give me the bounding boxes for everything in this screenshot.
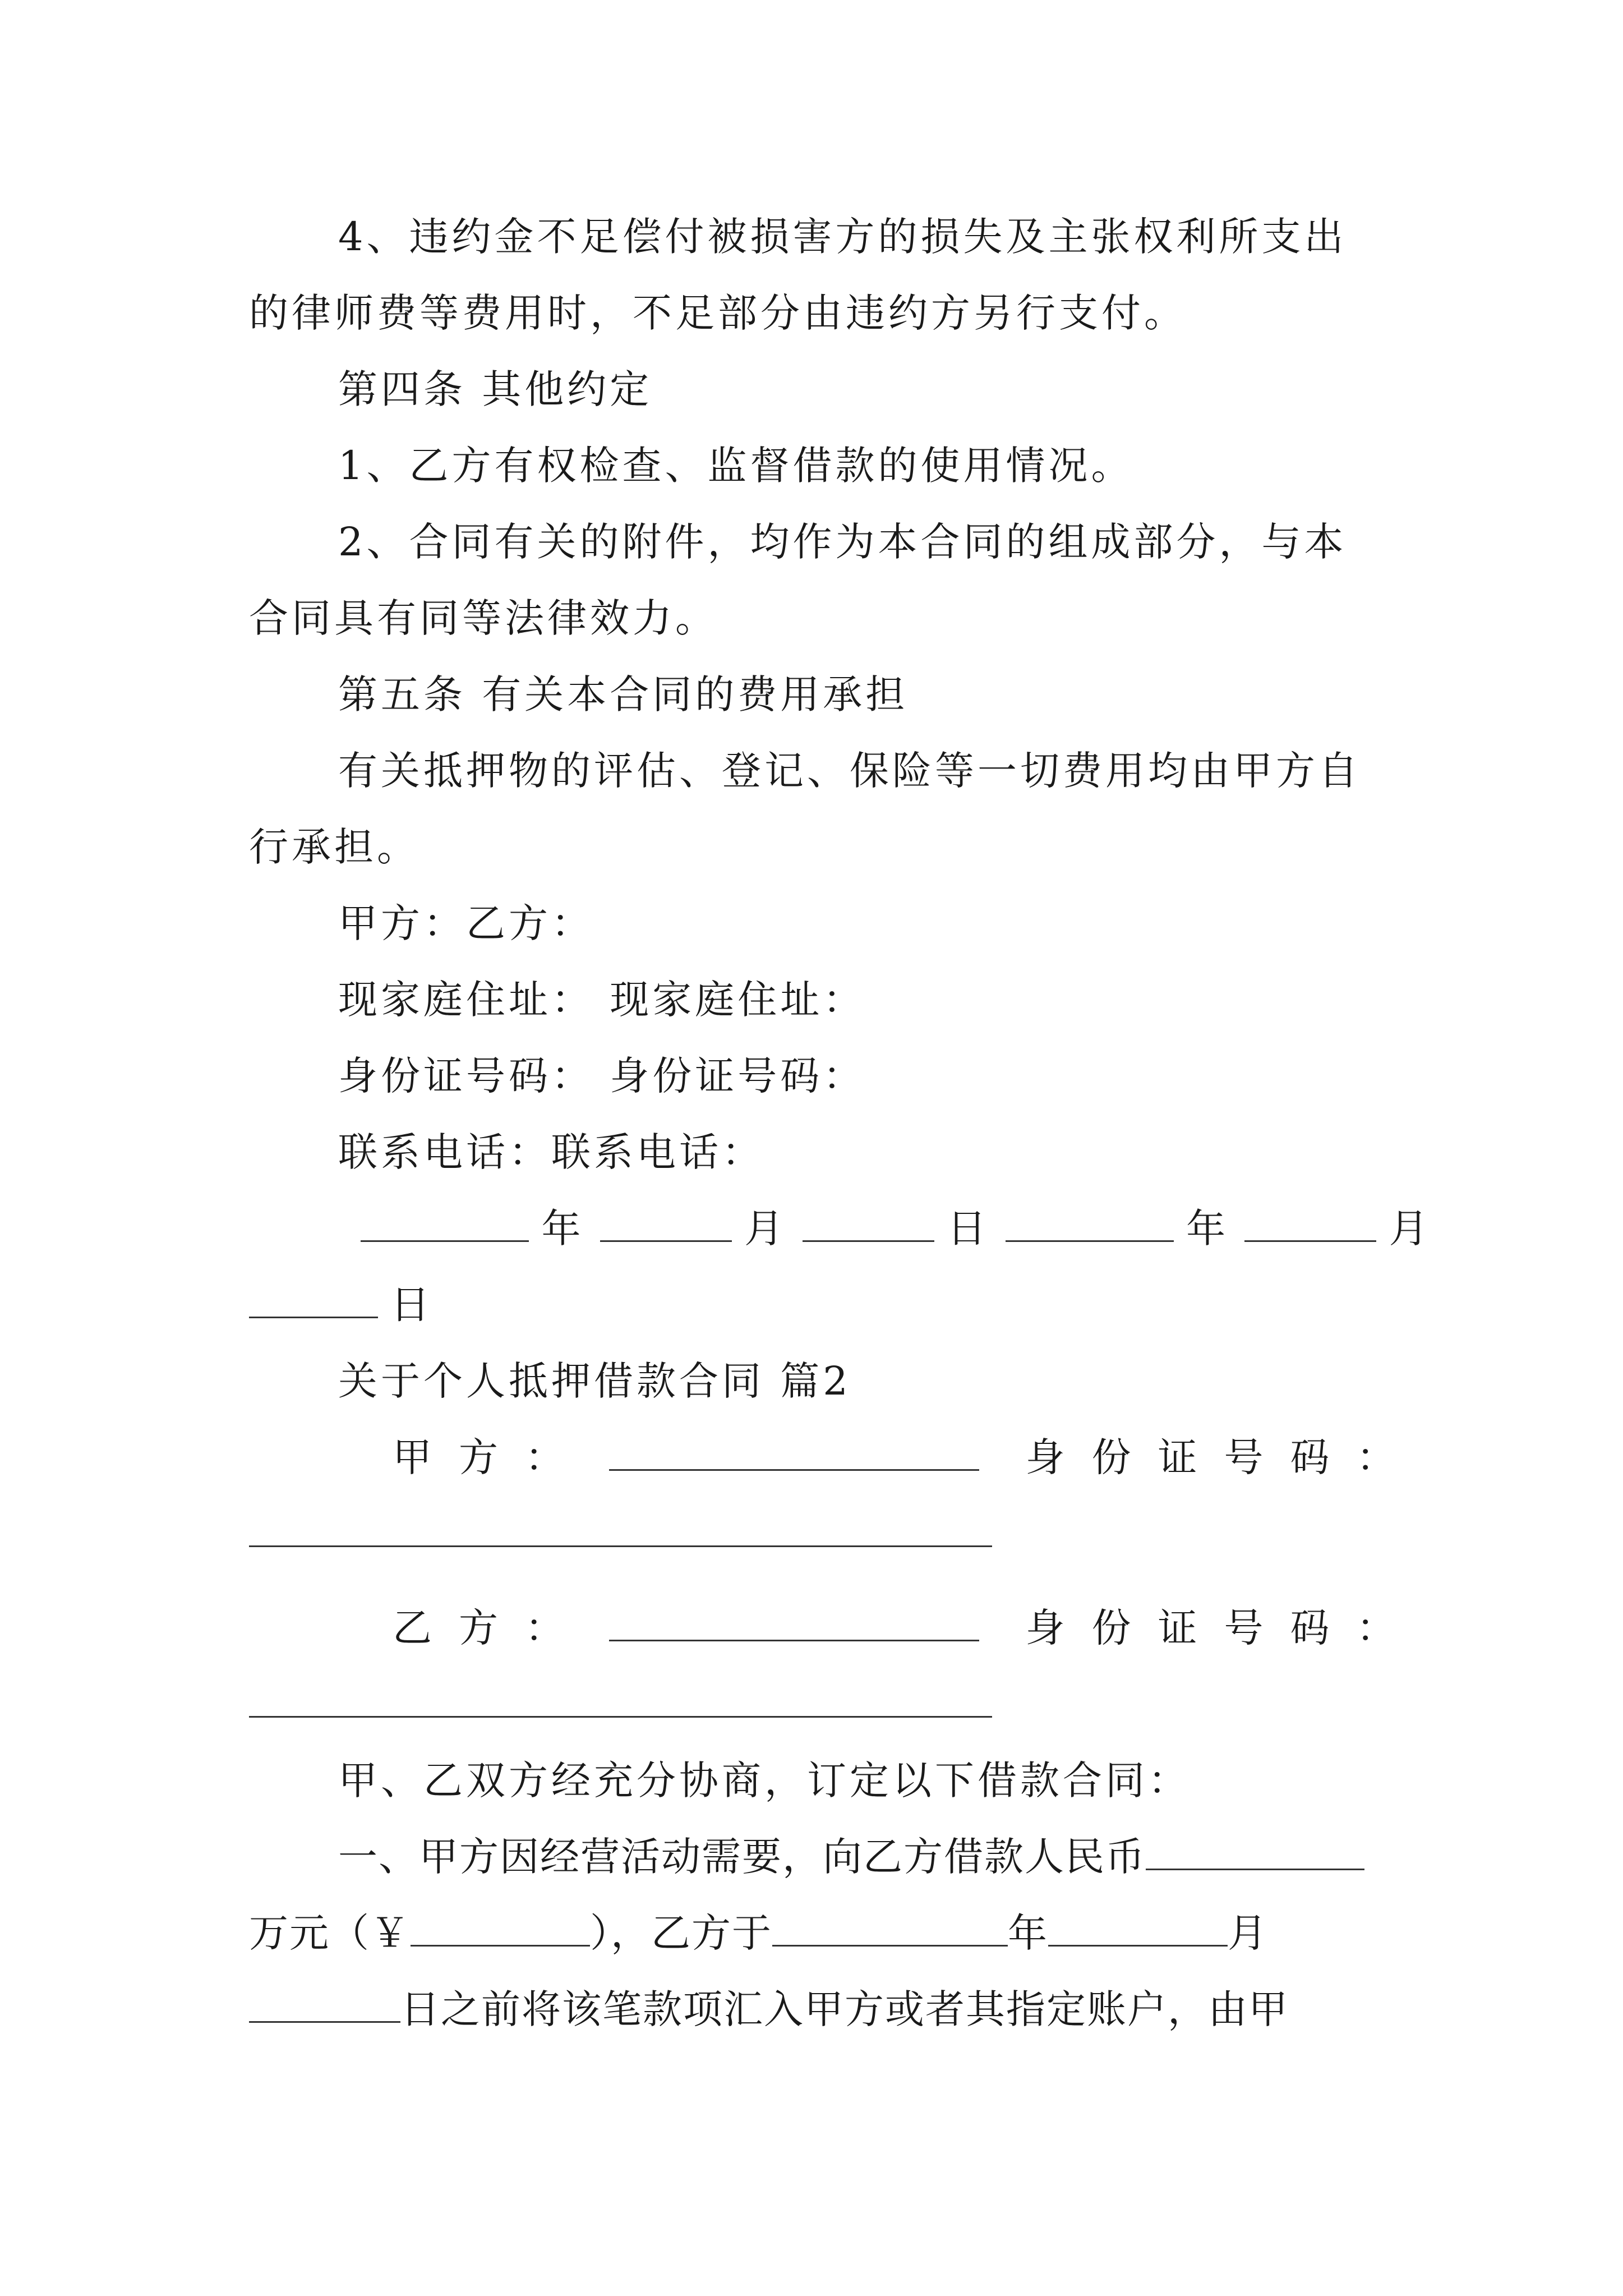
clause-1-line-3 bbox=[249, 1981, 1387, 2037]
day-blank-1[interactable] bbox=[803, 1205, 934, 1242]
transfer-month-blank[interactable] bbox=[1048, 1910, 1228, 1947]
clause-1-text-4: 日之前将该笔款项汇入甲方或者其指定账户，由甲 bbox=[400, 1986, 1289, 2032]
party-a-name-blank[interactable] bbox=[609, 1434, 979, 1471]
agreement-intro: 甲、乙双方经充分协商，订定以下借款合同： bbox=[338, 1757, 1191, 1803]
signature-address: 现家庭住址： 现家庭住址： bbox=[338, 977, 866, 1023]
year-blank-1[interactable] bbox=[361, 1205, 529, 1242]
date-line-2 bbox=[249, 1277, 1387, 1333]
year-blank-2[interactable] bbox=[1006, 1205, 1174, 1242]
article-5-text-line-1: 有关抵押物的评估、登记、保险等一切费用均由甲方自 bbox=[338, 748, 1361, 794]
article-4-item-1: 1、乙方有权检查、监督借款的使用情况。 bbox=[338, 443, 1134, 489]
month-label-1: 月 bbox=[744, 1205, 784, 1251]
signature-id-number: 身份证号码： 身份证号码： bbox=[338, 1053, 866, 1099]
signature-parties: 甲方：乙方： bbox=[338, 900, 594, 946]
transfer-month-label: 月 bbox=[1228, 1910, 1268, 1956]
party-a-id-row bbox=[249, 1506, 1387, 1562]
article-4-item-2-line-1: 2、合同有关的附件，均作为本合同的组成部分，与本 bbox=[338, 519, 1347, 565]
month-blank-2[interactable] bbox=[1244, 1205, 1376, 1242]
year-label-2: 年 bbox=[1186, 1205, 1226, 1251]
transfer-year-label: 年 bbox=[1008, 1910, 1048, 1956]
loan-amount-figure-blank[interactable] bbox=[411, 1910, 590, 1947]
clause-1-text-2: 万元（￥ bbox=[249, 1910, 411, 1956]
clause-1-text-3: ），乙方于 bbox=[590, 1910, 772, 1956]
party-b-row bbox=[393, 1600, 1423, 1656]
party-a-id-label: 身份证号码： bbox=[1025, 1434, 1423, 1480]
party-b-id-blank[interactable] bbox=[249, 1681, 992, 1718]
clause-1-text-1: 一、甲方因经营活动需要，向乙方借款人民币 bbox=[338, 1834, 1146, 1880]
day-label-1: 日 bbox=[947, 1205, 986, 1251]
transfer-day-blank[interactable] bbox=[249, 1986, 400, 2023]
party-a-id-blank[interactable] bbox=[249, 1511, 992, 1547]
year-label-1: 年 bbox=[541, 1205, 581, 1251]
party-b-id-row bbox=[249, 1676, 1387, 1732]
article-5-heading: 第五条 有关本合同的费用承担 bbox=[338, 671, 909, 717]
day-blank-2[interactable] bbox=[249, 1282, 378, 1318]
loan-amount-blank[interactable] bbox=[1146, 1834, 1364, 1870]
signature-phone: 联系电话：联系电话： bbox=[338, 1129, 764, 1175]
party-a-label: 甲方： bbox=[393, 1434, 591, 1480]
article-4-heading: 第四条 其他约定 bbox=[338, 366, 653, 412]
transfer-year-blank[interactable] bbox=[772, 1910, 1008, 1947]
day-label-2: 日 bbox=[390, 1282, 430, 1328]
party-b-label: 乙方： bbox=[393, 1605, 591, 1651]
month-blank-1[interactable] bbox=[600, 1205, 732, 1242]
clause-4-line-1: 4、违约金不足偿付被损害方的损失及主张权利所支出 bbox=[338, 214, 1347, 260]
article-4-item-2-line-2: 合同具有同等法律效力。 bbox=[249, 595, 718, 641]
clause-1-line-2 bbox=[249, 1905, 1387, 1961]
party-b-name-blank[interactable] bbox=[609, 1605, 979, 1641]
clause-4-line-2: 的律师费等费用时，不足部分由违约方另行支付。 bbox=[249, 290, 1187, 336]
party-b-id-label: 身份证号码： bbox=[1025, 1605, 1423, 1651]
party-a-row bbox=[393, 1429, 1423, 1485]
month-label-2: 月 bbox=[1389, 1205, 1428, 1251]
section-2-heading: 关于个人抵押借款合同 篇2 bbox=[338, 1358, 851, 1404]
date-line-1 bbox=[338, 1200, 1428, 1257]
article-5-text-line-2: 行承担。 bbox=[249, 824, 419, 870]
clause-1-line-1 bbox=[338, 1829, 1387, 1885]
